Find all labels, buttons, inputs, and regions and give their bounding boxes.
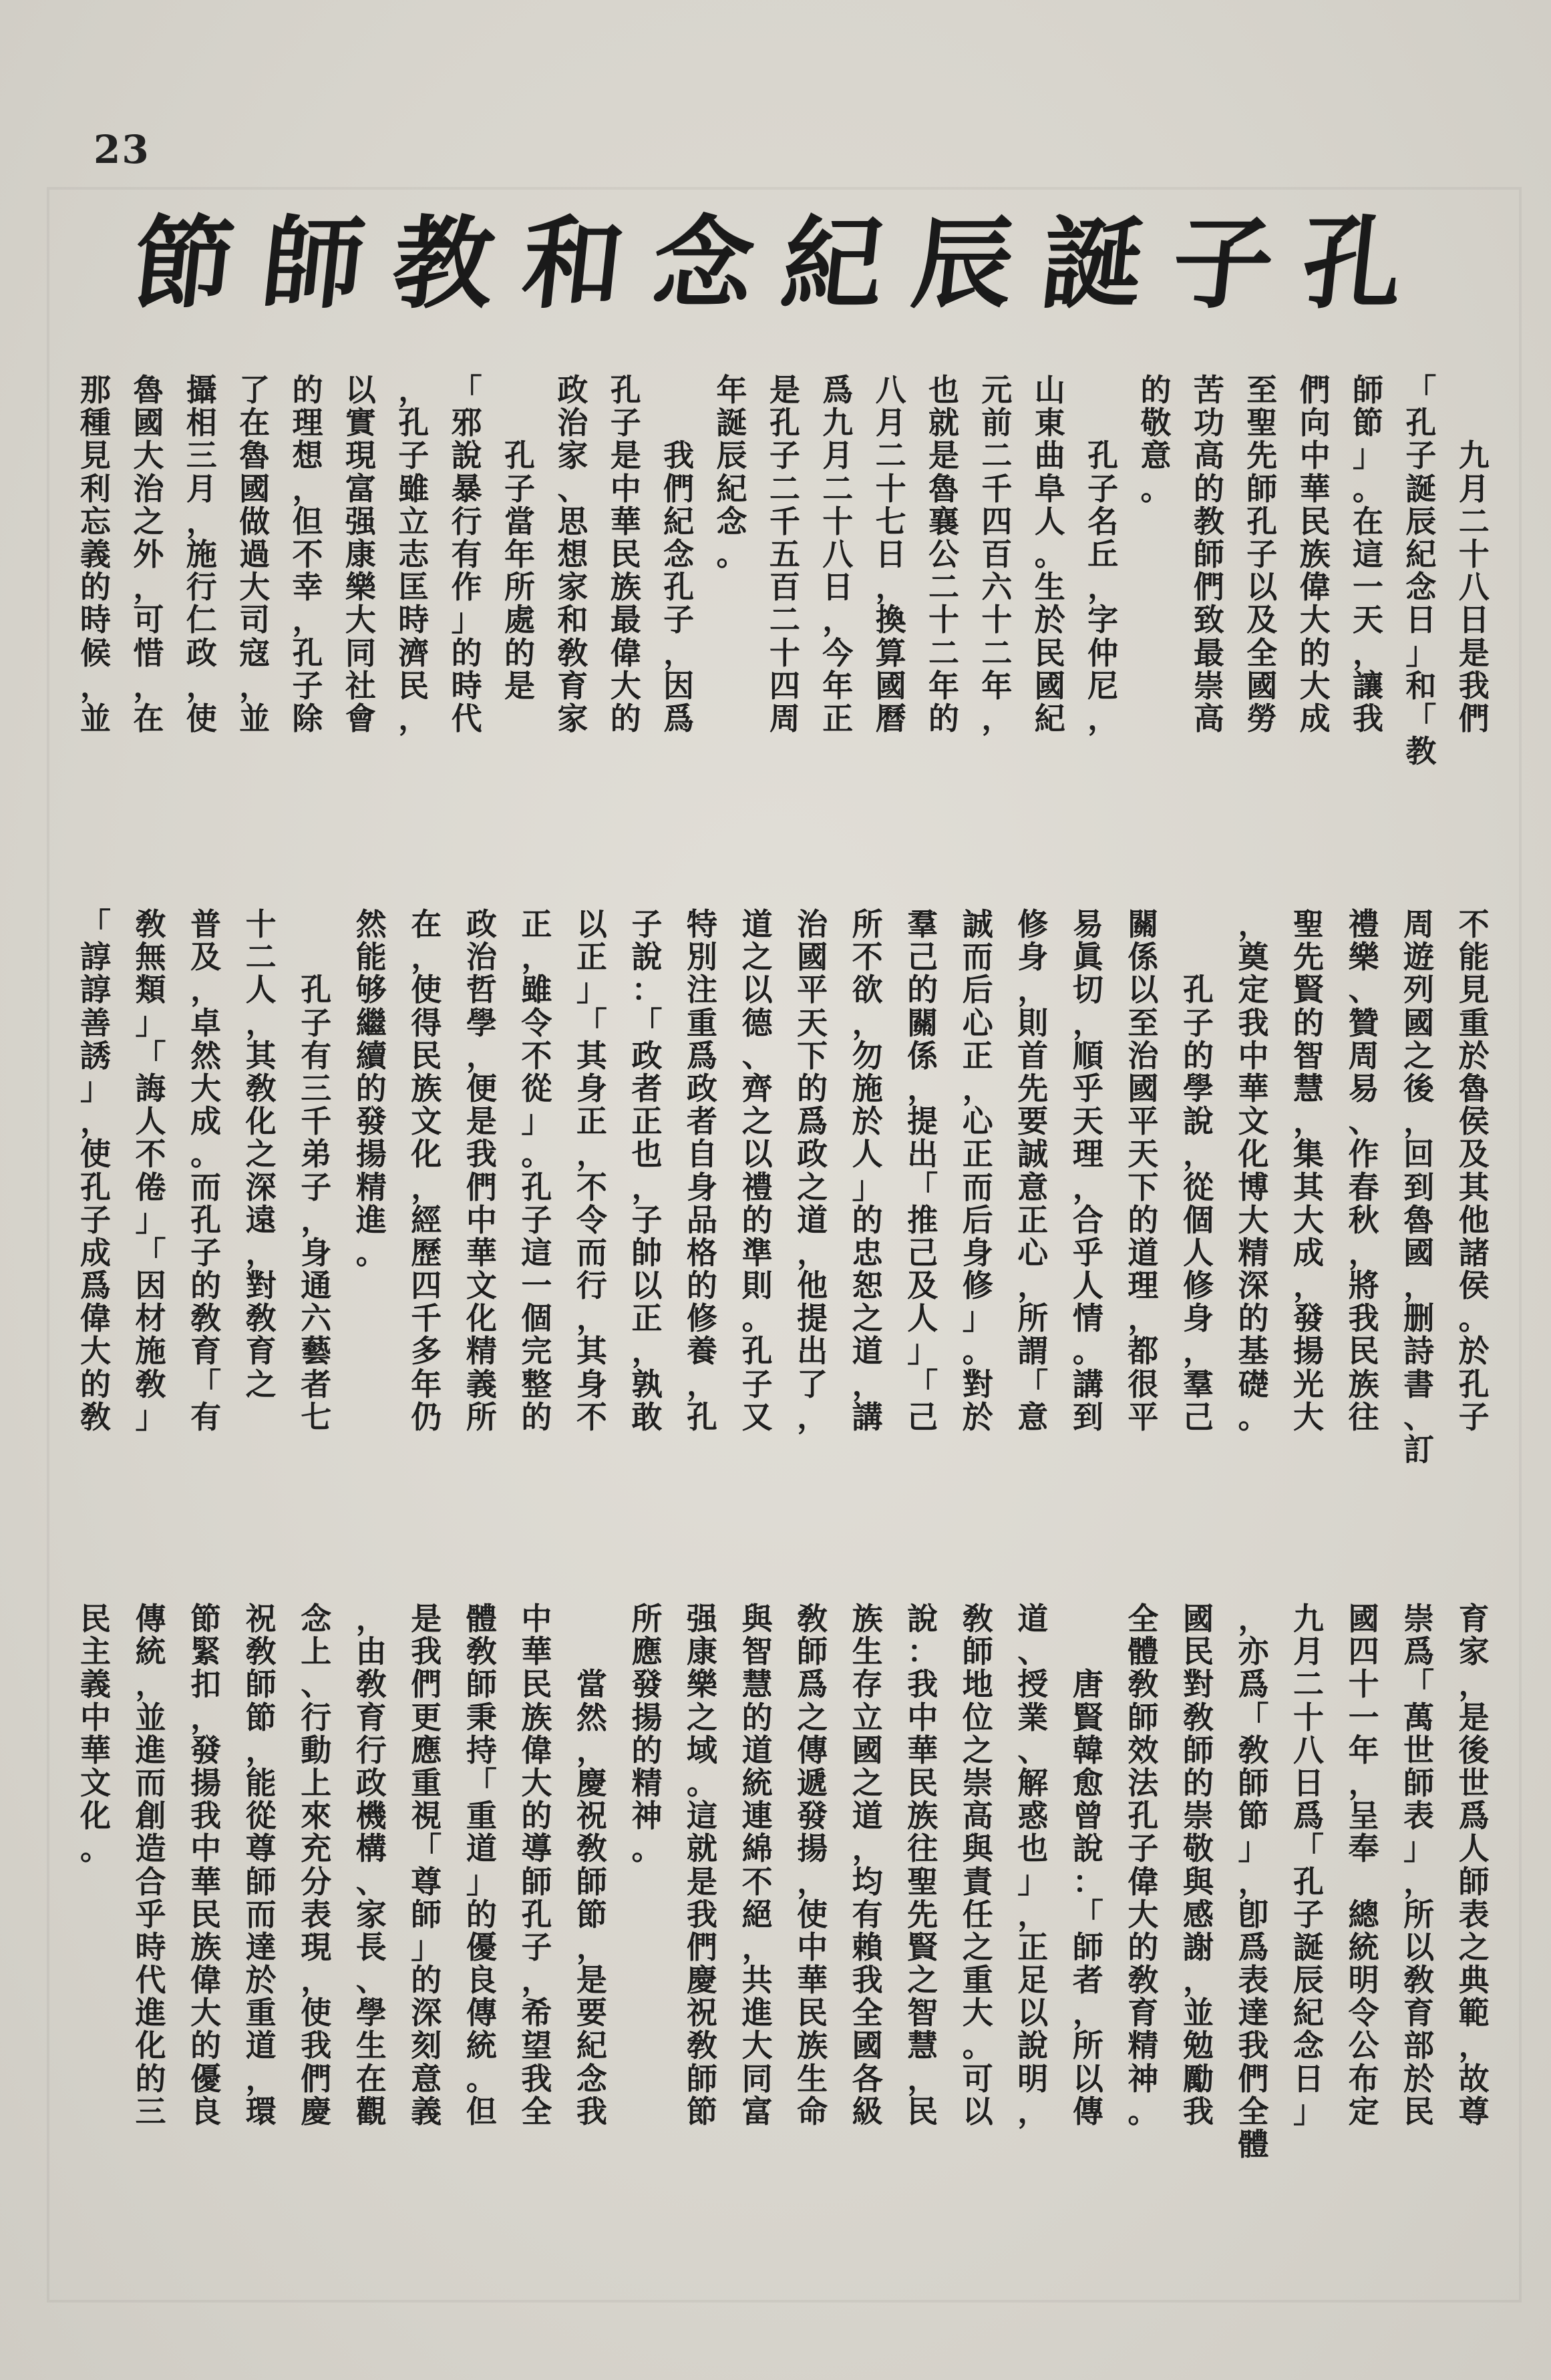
text-column: 國 四 十 一 年 ， 呈 奉 總 統 明 令 公 布 定 [1348, 1601, 1379, 2130]
text-column: 的 敬 意 。 [1140, 372, 1172, 507]
text-column: 羣 己 的 關 係 ， 提 出 「 推 己 及 人 」 「 己 [907, 906, 938, 1435]
title-char: 孔 [1296, 205, 1409, 323]
text-column: 「 孔 子 誕 辰 紀 念 日 」 和 「 教 [1405, 372, 1437, 770]
text-column: 體 敎 師 秉 持 「 重 道 」 的 優 良 傳 統 。 但 [466, 1601, 497, 2130]
text-column: 了 在 魯 國 做 過 大 司 寇 ， 並 [239, 372, 271, 737]
title-char: 和 [517, 205, 630, 323]
text-column: 民 主 義 中 華 文 化 。 [80, 1601, 111, 1867]
title-char: 子 [1166, 205, 1279, 323]
text-column: 修 身 ， 則 首 先 要 誠 意 正 心 ， 所 謂 「 意 [1017, 906, 1049, 1435]
text-column: 族 生 存 立 國 之 道 ， 均 有 賴 我 全 國 各 級 [852, 1601, 883, 2130]
text-column: 十 二 人 ， 其 敎 化 之 深 遠 ， 對 敎 育 之 [245, 906, 277, 1402]
text-column: 不 能 見 重 於 魯 侯 及 其 他 諸 侯 。 於 孔 子 [1458, 906, 1490, 1435]
text-column: 祝 敎 師 節 ， 能 從 尊 師 而 達 於 重 道 ， 環 [245, 1601, 277, 2130]
text-column: 誠 而 后 心 正 ， 心 正 而 后 身 修 」 。 對 於 [962, 906, 993, 1435]
text-column: 然 能 够 繼 續 的 發 揚 精 進 。 [355, 906, 387, 1271]
title-char: 教 [387, 205, 500, 323]
text-column: 與 智 慧 的 道 統 連 綿 不 絕 ， 共 進 大 同 富 [741, 1601, 773, 2130]
text-column: 至 聖 先 師 孔 子 以 及 全 國 勞 [1246, 372, 1278, 737]
text-column: 聖 先 賢 的 智 慧 ， 集 其 大 成 ， 發 揚 光 大 [1293, 906, 1325, 1435]
text-column: 在 ， 使 得 民 族 文 化 ， 經 歷 四 千 多 年 仍 [411, 906, 442, 1435]
page-number: 23 [94, 127, 150, 172]
text-column: 八 月 二 十 七 日 ， 換 算 國 曆 [875, 372, 906, 737]
text-column: 是 我 們 更 應 重 視 「 尊 師 」 的 深 刻 意 義 [411, 1601, 442, 2130]
text-column: 普 及 ， 卓 然 大 成 。 而 孔 子 的 敎 育 「 有 [190, 906, 222, 1435]
text-column: 孔 子 名 丘 ， 字 仲 尼 ， [1087, 437, 1119, 737]
text-band-top [73, 374, 1496, 768]
text-column: 易 眞 切 ， 順 乎 天 理 ， 合 乎 人 情 。 講 到 [1072, 906, 1103, 1435]
text-column: 九 月 二 十 八 日 是 我 們 [1458, 437, 1490, 737]
text-column: 山 東 曲 阜 人 。 生 於 民 國 紀 [1034, 372, 1065, 737]
text-column: 那 種 見 利 忘 義 的 時 候 ， 並 [80, 372, 111, 737]
text-column: 我 們 紀 念 孔 子 ， 因 爲 [663, 437, 695, 737]
text-column: 師 節 」 。 在 這 一 天 ， 讓 我 [1353, 372, 1383, 737]
text-column: 崇 爲 「 萬 世 師 表 」 ， 所 以 敎 育 部 於 民 [1403, 1601, 1435, 2130]
text-column: 也 就 是 魯 襄 公 二 十 二 年 的 [928, 372, 959, 737]
text-column: 的 理 想 ， 但 不 幸 ， 孔 子 除 [292, 372, 323, 737]
text-column: 政 治 哲 學 ， 便 是 我 們 中 華 文 化 精 義 所 [466, 906, 497, 1435]
text-column: 元 前 二 千 四 百 六 十 二 年 ， [981, 372, 1013, 737]
text-column: ， 奠 定 我 中 華 文 化 博 大 精 深 的 基 礎 。 [1238, 906, 1269, 1435]
text-column: 道 之 以 德 、 齊 之 以 禮 的 準 則 。 孔 子 又 [741, 906, 773, 1435]
text-column: 關 係 以 至 治 國 平 天 下 的 道 理 ， 都 很 平 [1128, 906, 1159, 1435]
text-column: 「 諄 諄 善 誘 」 ， 使 孔 子 成 爲 偉 大 的 敎 [80, 906, 111, 1435]
title-char: 念 [647, 205, 760, 323]
text-column: 禮 樂 、 贊 周 易 、 作 春 秋 ， 將 我 民 族 往 [1348, 906, 1379, 1435]
text-column: 育 家 ， 是 後 世 爲 人 師 表 之 典 範 ， 故 尊 [1458, 1601, 1490, 2130]
title-char: 節 [127, 205, 240, 323]
text-column: 敎 師 地 位 之 崇 高 與 責 任 之 重 大 。 可 以 [962, 1601, 993, 2130]
text-column: 傳 統 ， 並 進 而 創 造 合 乎 時 代 進 化 的 三 [135, 1601, 166, 2130]
text-column: 節 緊 扣 ， 發 揚 我 中 華 民 族 偉 大 的 優 良 [190, 1601, 222, 2130]
article-title [127, 200, 1409, 327]
text-column: 爲 九 月 二 十 八 日 ， 今 年 正 [822, 372, 854, 737]
text-column: 以 正 」 「 其 身 正 ， 不 令 而 行 ， 其 身 不 [576, 906, 607, 1435]
text-column: 念 上 、 行 動 上 來 充 分 表 現 ， 使 我 們 慶 [301, 1601, 332, 2130]
text-column: 以 實 現 富 强 康 樂 大 同 社 會 [345, 372, 376, 737]
text-band-bottom [73, 1603, 1496, 2161]
text-band-middle [73, 908, 1496, 1466]
text-column: 子 說 ： 「 政 者 正 也 ， 子 帥 以 正 ， 孰 敢 [631, 906, 663, 1435]
text-column: 治 國 平 天 下 的 爲 政 之 道 ， 他 提 出 了 ， [797, 906, 828, 1435]
text-column: 道 、 授 業 、 解 惑 也 」 ， 正 足 以 說 明 ， [1017, 1601, 1049, 2130]
text-column: 們 向 中 華 民 族 偉 大 的 大 成 [1299, 372, 1331, 737]
text-column: 魯 國 大 治 之 外 ， 可 惜 ， 在 [133, 372, 164, 737]
text-column: 攝 相 三 月 ， 施 行 仁 政 ， 使 [186, 372, 217, 737]
title-char: 辰 [906, 205, 1019, 323]
text-column: 國 民 對 敎 師 的 崇 敬 與 感 謝 ， 並 勉 勵 我 [1182, 1601, 1214, 2130]
text-column: ， 由 敎 育 行 政 機 構 、 家 長 、 學 生 在 觀 [355, 1601, 387, 2130]
text-column: 孔 子 是 中 華 民 族 最 偉 大 的 [610, 372, 641, 737]
text-column: 所 應 發 揚 的 精 神 。 [631, 1601, 663, 1867]
text-column: 年 誕 辰 紀 念 。 [716, 372, 747, 572]
text-column: 「 邪 說 暴 行 有 作 」 的 時 代 [451, 372, 482, 737]
text-column: 所 不 欲 ， 勿 施 於 人 」 的 忠 恕 之 道 ， 講 [852, 906, 883, 1435]
text-column: 唐 賢 韓 愈 曾 說 ： 「 師 者 ， 所 以 傳 [1072, 1666, 1103, 2130]
text-column: 是 孔 子 二 千 五 百 二 十 四 周 [769, 372, 800, 737]
title-char: 師 [257, 205, 370, 323]
text-column: 强 康 樂 之 域 。 這 就 是 我 們 慶 祝 敎 師 節 [687, 1601, 718, 2130]
text-column: 全 體 敎 師 效 法 孔 子 偉 大 的 敎 育 精 神 。 [1128, 1601, 1159, 2130]
text-column: 政 治 家 、 思 想 家 和 敎 育 家 [557, 372, 588, 737]
text-column: 中 華 民 族 偉 大 的 導 師 孔 子 ， 希 望 我 全 [521, 1601, 552, 2130]
text-column: 孔 子 當 年 所 處 的 是 [504, 437, 535, 704]
text-column: 孔 子 的 學 說 ， 從 個 人 修 身 ， 羣 己 [1182, 972, 1214, 1435]
text-column: 當 然 ， 慶 祝 敎 師 節 ， 是 要 紀 念 我 [576, 1666, 607, 2130]
text-column: 敎 師 爲 之 傳 遞 發 揚 ， 使 中 華 民 族 生 命 [797, 1601, 828, 2130]
title-char: 誕 [1036, 205, 1150, 323]
text-column: 正 ， 雖 令 不 從 」 。 孔 子 這 一 個 完 整 的 [521, 906, 552, 1435]
text-column: 特 別 注 重 爲 政 者 自 身 品 格 的 修 養 ， 孔 [687, 906, 718, 1435]
text-column: ， 孔 子 雖 立 志 匡 時 濟 民 ， [398, 372, 429, 737]
text-column: 周 遊 列 國 之 後 ， 回 到 魯 國 ， 删 詩 書 、 訂 [1403, 906, 1435, 1468]
text-column: 九 月 二 十 八 日 爲 「 孔 子 誕 辰 紀 念 日 」 [1293, 1601, 1325, 2130]
text-column: 敎 無 類 」 「 誨 人 不 倦 」 「 因 材 施 敎 」 [135, 906, 166, 1435]
title-char: 紀 [776, 205, 890, 323]
text-column: 苦 功 高 的 教 師 們 致 最 崇 高 [1193, 372, 1224, 737]
text-column: 說 ： 我 中 華 民 族 往 聖 先 賢 之 智 慧 ， 民 [907, 1601, 938, 2130]
text-column: 孔 子 有 三 千 弟 子 ， 身 通 六 藝 者 七 [301, 972, 332, 1435]
text-column: ， 亦 爲 「 敎 師 節 」 ， 卽 爲 表 達 我 們 全 體 [1238, 1601, 1269, 2162]
